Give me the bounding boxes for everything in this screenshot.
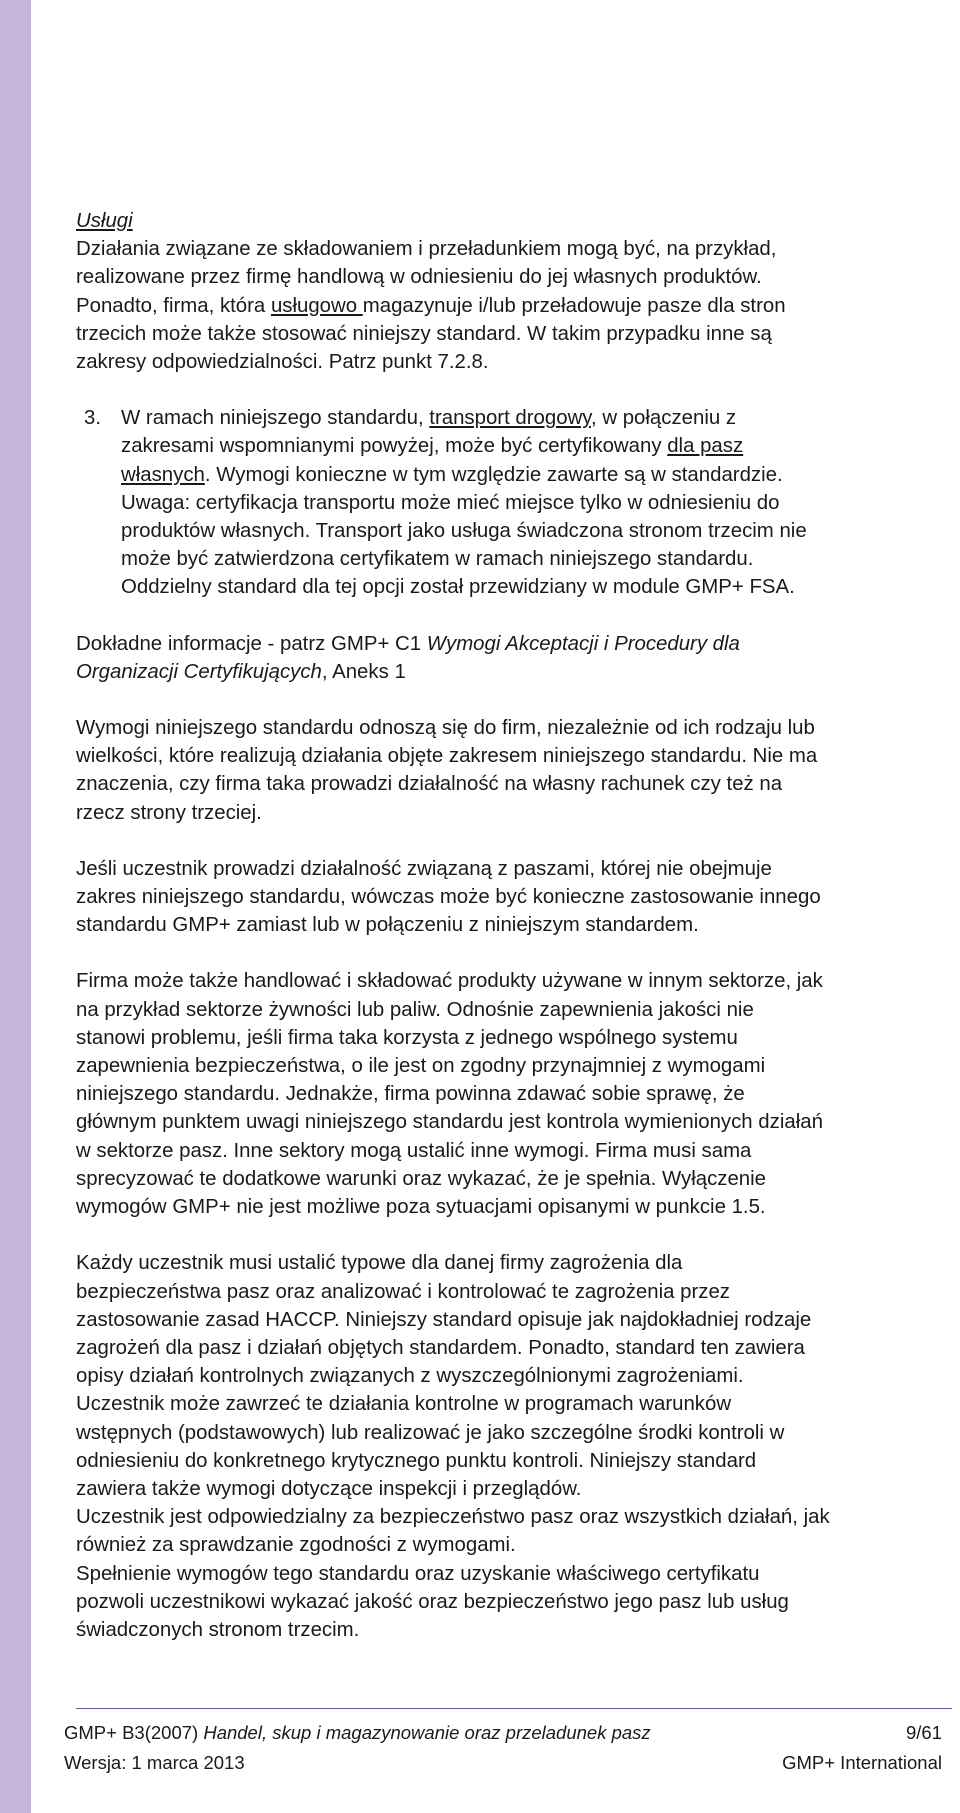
paragraph-reference-text-1: Dokładne informacje - patrz GMP+ C1 xyxy=(76,632,427,655)
list-item-3-text-3: . Wymogi konieczne w tym względzie zawarte są w standardzie. Uwaga: certyfikacja transportu może mieć miejsce tylko w odniesieniu do produktów własnych. Transport jako usługa świadczona stronom trzecim nie może być zatwierdzona certyfikatem w ramach niniejszego standardu. Oddzielny standard dla tej opcji został przewidziany w module GMP+ FSA. xyxy=(121,463,807,599)
list-item-3-underlined-own-feed: dla pasz własnych xyxy=(121,435,744,486)
footer-page-number: 9/61 xyxy=(905,1722,942,1743)
document-body xyxy=(76,207,956,1644)
list-item-3 xyxy=(76,404,956,601)
paragraph-other-sectors: Firma może także handlować i składować produkty używane w innym sektorze, jak na przykład sektorze żywności lub paliw. Odnośnie zapewnienia jakości nie stanowi problemu, jeśli firma taka korzysta z jednego wspólnego systemu zapewnienia bezpieczeństwa, o ile jest on zgodny przynajmniej z wymogami niniejszego standardu. Jednakże, firma powinna zdawać sobie sprawę, że głównym punktem uwagi niniejszego standardu jest kontrola wymienionych działań w sektorze pasz. Inne sektory mogą ustalić inne wymogi. Firma musi sama sprecyzować te dodatkowe warunki oraz wykazać, że je spełnia. Wyłączenie wymogów GMP+ nie jest możliwe poza sytuacjami opisanymi w punkcie 1.5. xyxy=(76,970,823,1219)
footer-divider xyxy=(76,1708,952,1709)
footer-version: Wersja: 1 marca 2013 xyxy=(64,1752,245,1773)
paragraph-reference-italic-title: Wymogi Akceptacji i Procedury dla Organizacji Certyfikujących xyxy=(76,632,740,683)
paragraph-services-text-2: magazynuje i/lub przeładowuje pasze dla stron trzecich może także stosować niniejszy standard. W takim przypadku inne są zakresy odpowiedzialności. Patrz punkt 7.2.8. xyxy=(76,294,786,374)
footer-organization: GMP+ International xyxy=(782,1752,942,1773)
paragraph-reference xyxy=(76,630,956,686)
list-item-3-text-1: W ramach niniejszego standardu, xyxy=(121,407,430,430)
list-item-3-text xyxy=(121,404,956,601)
footer-doc-code: GMP+ B3(2007) xyxy=(64,1722,204,1743)
footer-doc-title-italic: Handel, skup i magazynowanie oraz przeladunek pasz xyxy=(203,1722,651,1743)
paragraph-reference-text-2: , Aneks 1 xyxy=(321,660,406,683)
list-item-3-underlined-transport: transport drogowy xyxy=(429,407,591,430)
paragraph-services-text-1: Działania związane ze składowaniem i przeładunkiem mogą być, na przykład, realizowane przez firmę handlową w odniesieniu do jej własnych produktów. Ponadto, firma, która xyxy=(76,238,777,317)
footer-document-title xyxy=(64,1722,651,1744)
paragraph-services xyxy=(76,235,956,376)
section-heading-services: Usługi xyxy=(76,210,133,232)
paragraph-haccp: Każdy uczestnik musi ustalić typowe dla danej firmy zagrożenia dla bezpieczeństwa pasz oraz analizować i kontrolować te zagrożenia przez zastosowanie zasad HACCP. Niniejszy standard opisuje jak najdokładniej rodzaje zagrożeń dla pasz i działań objętych standardem. Ponadto, standard ten zawiera opisy działań kontrolnych związanych z wyszczególnionymi zagrożeniami. Uczestnik może zawrzeć te działania kontrolne w programach warunków wstępnych (podstawowych) lub realizować je jako szczególne środki kontroli w odniesieniu do konkretnego krytycznego punktu kontroli. Niniejszy standard zawiera także wymogi dotyczące inspekcji i przeglądów. Uczestnik jest odpowiedzialny za bezpieczeństwo pasz oraz wszystkich działań, jak również za sprawdzanie zgodności z wymogami. Spełnienie wymogów tego standardu oraz uzyskanie właściwego certyfikatu pozwoli uczestnikowi wykazać jakość oraz bezpieczeństwo jego pasz lub usług świadczonych stronom trzecim. xyxy=(76,1252,830,1641)
paragraph-other-standard: Jeśli uczestnik prowadzi działalność związaną z paszami, której nie obejmuje zakres niniejszego standardu, wówczas może być konieczne zastosowanie innego standardu GMP+ zamiast lub w połączeniu z niniejszym standardem. xyxy=(76,857,821,937)
paragraph-services-underlined: usługowo xyxy=(270,294,363,317)
list-item-number: 3. xyxy=(84,407,102,430)
decorative-side-bar xyxy=(0,0,31,1813)
list-item-3-text-2: , w połączeniu z zakresami wspomnianymi powyżej, może być certyfikowany xyxy=(121,407,737,458)
paragraph-scope: Wymogi niniejszego standardu odnoszą się do firm, niezależnie od ich rodzaju lub wielkości, które realizują działania objęte zakresem niniejszego standardu. Nie ma znaczenia, czy firma taka prowadzi działalność na własny rachunek czy też na rzecz strony trzeciej. xyxy=(76,717,818,824)
